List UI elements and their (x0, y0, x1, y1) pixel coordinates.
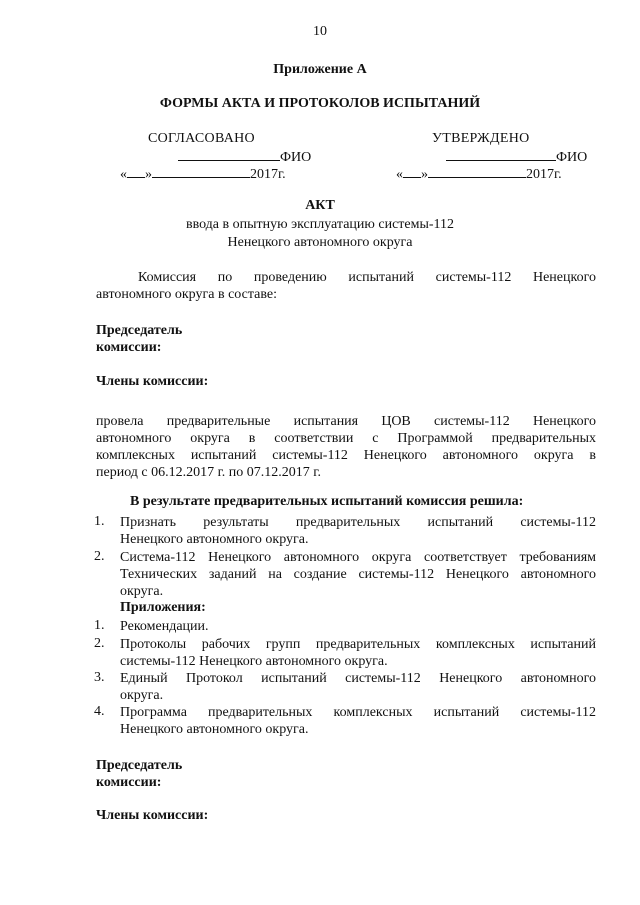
attachment-item-line: системы-112 Ненецкого автономного округа. (120, 654, 388, 669)
approved-date-line (396, 163, 562, 183)
footer-chairman-line-1: Председатель (96, 758, 183, 773)
attachment-item-line: Программа предварительных комплексных испытаний системы-112 (120, 705, 596, 720)
tests-paragraph-line-1: провела предварительные испытания ЦОВ системы-112 Ненецкого (96, 414, 596, 429)
act-title: АКТ (305, 198, 335, 213)
approved-fio-label: ФИО (556, 150, 588, 165)
commission-intro (96, 269, 596, 303)
agreed-month-blank (152, 163, 250, 178)
agreed-year: 2017г. (250, 167, 286, 182)
decision-number: 2. (94, 549, 105, 564)
decision-item-line: Ненецкого автономного округа. (120, 532, 309, 547)
forms-title: ФОРМЫ АКТА И ПРОТОКОЛОВ ИСПЫТАНИЙ (159, 96, 481, 111)
agreed-date-open-quote: « (120, 167, 127, 182)
footer-members-label: Члены комиссии: (96, 808, 209, 823)
attachment-number: 3. (94, 670, 105, 685)
act-subtitle-line-2: Ненецкого автономного округа (227, 235, 413, 250)
agreed-signature-blank (178, 146, 280, 161)
attachment-item (120, 636, 596, 670)
decision-item (120, 514, 596, 548)
approved-day-blank (403, 163, 421, 178)
chairman-label-line-1: Председатель (96, 323, 183, 338)
attachment-item (120, 618, 596, 635)
tests-paragraph-line-2: автономного округа в соответствии с Программой предварительных (96, 431, 596, 446)
chairman-label-line-2: комиссии: (96, 340, 162, 355)
approved-date-close-quote: » (421, 167, 428, 182)
footer-chairman-label (96, 757, 182, 791)
decision-heading: В результате предварительных испытаний комиссия решила: (130, 494, 524, 509)
attachment-number: 2. (94, 636, 105, 651)
decision-item-line: Технических заданий на создание системы-112 Ненецкого автономного (120, 567, 596, 582)
decision-item (120, 549, 596, 600)
attachment-item-line: Рекомендации. (120, 619, 209, 634)
page-number: 10 (313, 24, 327, 39)
agreed-day-blank (127, 163, 145, 178)
attachments-heading: Приложения: (120, 600, 206, 615)
footer-chairman-line-2: комиссии: (96, 775, 162, 790)
attachment-number: 4. (94, 704, 105, 719)
agreed-fio-label: ФИО (280, 150, 312, 165)
members-label: Члены комиссии: (96, 374, 209, 389)
tests-paragraph (96, 413, 596, 481)
agreed-heading: СОГЛАСОВАНО (148, 131, 255, 146)
attachment-item-line: Протоколы рабочих групп предварительных комплексных испытаний (120, 637, 596, 652)
agreed-date-line (120, 163, 286, 183)
act-subtitle-line-1: ввода в опытную эксплуатацию системы-112 (185, 217, 455, 232)
appendix-title: Приложение А (273, 62, 367, 77)
agreed-date-close-quote: » (145, 167, 152, 182)
commission-intro-line-2: автономного округа в составе: (96, 287, 277, 302)
approved-year: 2017г. (526, 167, 562, 182)
approved-month-blank (428, 163, 526, 178)
decision-item-line: Система-112 Ненецкого автономного округа соответствует требованиям (120, 550, 596, 565)
approved-date-open-quote: « (396, 167, 403, 182)
attachment-item-line: округа. (120, 688, 164, 703)
tests-paragraph-line-4: период с 06.12.2017 г. по 07.12.2017 г. (96, 465, 321, 480)
attachment-item (120, 670, 596, 704)
chairman-label (96, 322, 182, 356)
attachment-item-line: Единый Протокол испытаний системы-112 Ненецкого автономного (120, 671, 596, 686)
attachment-number: 1. (94, 618, 105, 633)
decision-number: 1. (94, 514, 105, 529)
attachment-item-line: Ненецкого автономного округа. (120, 722, 309, 737)
decision-item-line: округа. (120, 584, 164, 599)
attachment-item (120, 704, 596, 738)
decision-item-line: Признать результаты предварительных испытаний системы-112 (120, 515, 596, 530)
commission-intro-line-1: Комиссия по проведению испытаний системы-112 Ненецкого (138, 270, 596, 285)
approved-heading: УТВЕРЖДЕНО (432, 131, 530, 146)
approved-signature-blank (446, 146, 556, 161)
tests-paragraph-line-3: комплексных испытаний системы-112 Ненецкого автономного округа в (96, 448, 596, 463)
